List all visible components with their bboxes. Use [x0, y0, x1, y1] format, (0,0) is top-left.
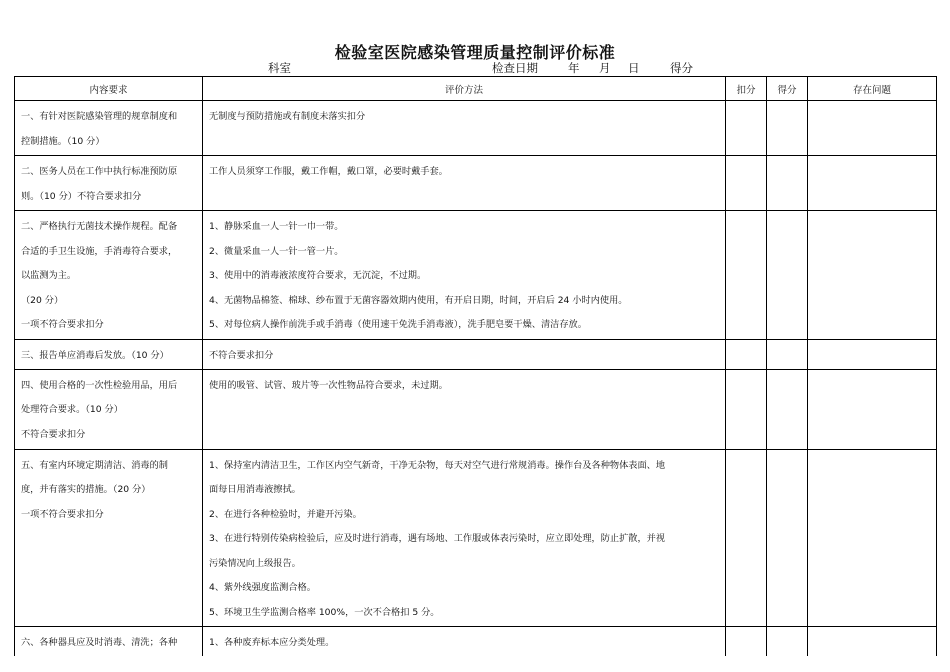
deduction-cell[interactable]	[726, 369, 767, 449]
issues-cell[interactable]	[808, 101, 937, 156]
content-cell	[15, 156, 203, 211]
table-row	[15, 369, 937, 449]
table-row	[15, 449, 937, 626]
method-cell-line: 5、对每位病人操作前洗手或手消毒（使用速干免洗手消毒液），洗手肥皂要干燥、清洁存放。	[209, 319, 587, 330]
deduction-cell[interactable]	[726, 626, 767, 656]
method-cell	[203, 626, 726, 656]
content-cell-line: 一项不符合要求扣分	[21, 319, 104, 330]
issues-cell[interactable]	[808, 626, 937, 656]
column-header-content: 内容要求	[15, 77, 203, 101]
method-cell-line: 工作人员须穿工作服，戴工作帽，戴口罩，必要时戴手套。	[209, 166, 448, 177]
method-cell	[203, 101, 726, 156]
evaluation-table	[14, 76, 937, 656]
method-cell	[203, 156, 726, 211]
content-cell-line: 六、各种器具应及时消毒、清洗；各种	[21, 636, 178, 648]
column-header-issues: 存在问题	[808, 77, 937, 101]
method-cell	[203, 340, 726, 370]
method-cell-line: 污染情况向上级报告。	[209, 557, 301, 569]
issues-cell[interactable]	[808, 211, 937, 340]
content-cell	[15, 369, 203, 449]
score-cell[interactable]	[767, 156, 808, 211]
method-cell-line: 1、保持室内清洁卫生，工作区内空气新奇，干净无杂物，每天对空气进行常规消毒。操作台及各种物体表面、地	[209, 459, 666, 471]
content-cell-line: 度，并有落实的措施。（20 分）	[21, 484, 151, 495]
score-cell[interactable]	[767, 626, 808, 656]
content-cell-line: 五、有室内环境定期清洁、消毒的制	[21, 459, 168, 471]
score-label: 得分	[670, 61, 693, 75]
table-body	[15, 101, 937, 657]
method-cell	[203, 369, 726, 449]
column-header-deduction: 扣分	[726, 77, 767, 101]
method-cell-line: 4、无菌物品棉签、棉球、纱布置于无菌容器效期内使用，有开启日期，时间，开启后 24 小时内使用。	[209, 294, 628, 306]
column-header-method: 评价方法	[203, 77, 726, 101]
deduction-cell[interactable]	[726, 101, 767, 156]
content-cell-line: 一项不符合要求扣分	[21, 508, 104, 520]
content-cell	[15, 449, 203, 626]
method-cell-line: 5、环境卫生学监测合格率 100%，一次不合格扣 5 分。	[209, 606, 440, 618]
content-cell	[15, 626, 203, 656]
content-cell-line: 以监测为主。	[21, 270, 77, 281]
content-cell-line: 三、报告单应消毒后发放。（10 分）	[21, 350, 169, 361]
method-cell-line: 1、静脉采血一人一针一巾一带。	[209, 221, 344, 232]
content-cell-line: 二、医务人员在工作中执行标准预防原	[21, 166, 178, 177]
score-cell[interactable]	[767, 101, 808, 156]
method-cell	[203, 449, 726, 626]
table-row	[15, 101, 937, 156]
method-cell-line: 3、在进行特别传染病检验后，应及时进行消毒，遇有场地、工作服或体表污染时，应立即处理，防止扩散，并视	[209, 533, 666, 544]
content-cell-line: 四、使用合格的一次性检验用品，用后	[21, 379, 178, 391]
issues-cell[interactable]	[808, 340, 937, 370]
table-row	[15, 211, 937, 340]
method-cell-line: 不符合要求扣分	[209, 350, 274, 361]
issues-cell[interactable]	[808, 369, 937, 449]
content-cell-line: （20 分）	[21, 294, 64, 306]
deduction-cell[interactable]	[726, 340, 767, 370]
content-cell	[15, 101, 203, 156]
column-header-score: 得分	[767, 77, 808, 101]
day-label: 日	[628, 61, 640, 75]
content-cell-line: 一、有针对医院感染管理的规章制度和	[21, 111, 178, 122]
content-cell-line: 合适的手卫生设施，手消毒符合要求，	[21, 245, 178, 257]
dept-label: 科室	[268, 61, 291, 75]
table-row	[15, 156, 937, 211]
date-label: 检查日期	[492, 61, 538, 75]
method-cell-line: 无制度与预防措施或有制度未落实扣分	[209, 111, 366, 122]
content-cell	[15, 340, 203, 370]
method-cell	[203, 211, 726, 340]
method-cell-line: 4、紫外线强度监测合格。	[209, 582, 316, 593]
content-cell-line: 控制措施。（10 分）	[21, 135, 105, 147]
score-cell[interactable]	[767, 449, 808, 626]
deduction-cell[interactable]	[726, 156, 767, 211]
score-cell[interactable]	[767, 340, 808, 370]
content-cell	[15, 211, 203, 340]
method-cell-line: 使用的吸管、试管、玻片等一次性物品符合要求，未过期。	[209, 379, 448, 391]
method-cell-line: 面每日用消毒液擦拭。	[209, 484, 301, 495]
method-cell-line: 1、各种废弃标本应分类处理。	[209, 636, 335, 648]
issues-cell[interactable]	[808, 156, 937, 211]
score-cell[interactable]	[767, 369, 808, 449]
deduction-cell[interactable]	[726, 449, 767, 626]
issues-cell[interactable]	[808, 449, 937, 626]
table-header-row	[15, 77, 937, 101]
content-cell-line: 二、严格执行无菌技术操作规程。配备	[21, 221, 178, 232]
content-cell-line: 则。（10 分）不符合要求扣分	[21, 190, 142, 202]
method-cell-line: 2、微量采血一人一针一管一片。	[209, 245, 344, 257]
month-label: 月	[599, 61, 611, 75]
method-cell-line: 2、在进行各种检验时，并避开污染。	[209, 508, 362, 520]
method-cell-line: 3、使用中的消毒液浓度符合要求，无沉淀，不过期。	[209, 270, 427, 281]
content-cell-line: 处理符合要求。（10 分）	[21, 404, 123, 415]
table-row	[15, 340, 937, 370]
score-cell[interactable]	[767, 211, 808, 340]
year-label: 年	[568, 61, 580, 75]
table-row	[15, 626, 937, 656]
document-title: 检验室医院感染管理质量控制评价标准	[334, 43, 616, 62]
content-cell-line: 不符合要求扣分	[21, 428, 86, 440]
deduction-cell[interactable]	[726, 211, 767, 340]
